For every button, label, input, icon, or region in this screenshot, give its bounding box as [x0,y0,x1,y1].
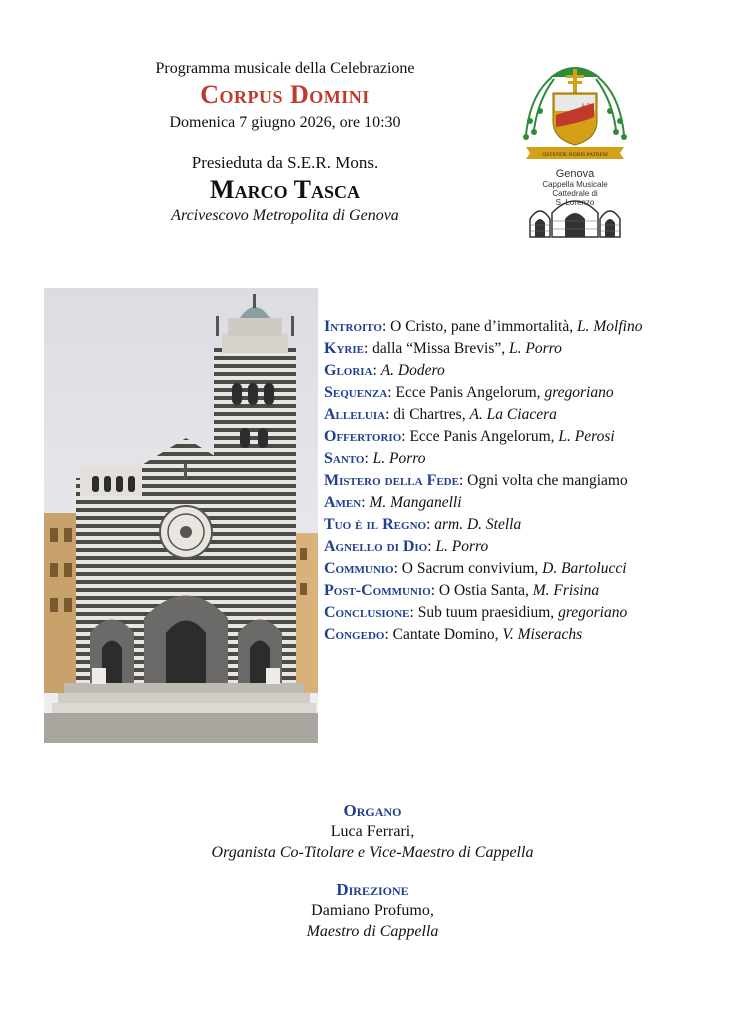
crest-choir-line3: S. Lorenzo [555,198,595,207]
crest-choir-line1: Cappella Musicale [542,180,608,189]
event-title: Corpus Domini [200,80,370,109]
celebrant-role: Arcivescovo Metropolita di Genova [171,207,399,224]
program-item-author: V. Miserachs [502,626,583,643]
program-item-label: Gloria [324,362,373,379]
program-item-author: A. Dodero [380,362,445,379]
program-item-label: Introito [324,318,382,335]
program-item-author: gregoriano [558,604,628,621]
credits [100,800,645,942]
program-item-author: L. Porro [509,340,562,357]
program-item: Communio: O Sacrum convivium, D. Bartolucci [324,560,627,577]
program-item-label: Sequenza [324,384,388,401]
celebrant-name: Marco Tasca [210,175,360,204]
program-item: Kyrie: dalla “Missa Brevis”, L. Porro [324,340,562,357]
program-item-author: L. Porro [435,538,489,555]
event-date: Domenica 7 giugno 2026, ore 10:30 [169,114,401,131]
program-item-label: Tuo è il Regno [324,516,427,533]
program-item-title: Ogni volta che mangiamo [467,472,628,489]
program-item: Gloria: A. Dodero [324,362,445,379]
program-item-label: Agnello di Dio [324,538,428,555]
program-item: Alleluia: di Chartres, A. La Ciacera [324,406,557,423]
presided-by: Presieduta da S.E.R. Mons. [191,153,379,172]
organ-label: Organo [343,801,402,820]
program-item-title: dalla “Missa Brevis”, [372,340,510,357]
program-item-label: Conclusione [324,604,410,621]
direction-role: Maestro di Cappella [306,923,439,940]
program-item-title: O Ostia Santa, [438,582,533,599]
crest-motto: OSTENDE NOBIS PATREM [542,152,608,158]
program-item-author: M. Frisina [532,582,600,599]
program-item: Conclusione: Sub tuum praesidium, gregoriano [324,604,628,621]
music-program [324,316,714,646]
program-item: Sequenza: Ecce Panis Angelorum, gregoriano [324,384,614,401]
cathedral-photo [44,288,318,743]
program-item-title: O Sacrum convivium, [401,560,543,577]
program-item-author: L. Porro [372,450,426,467]
program-item-author: A. La Ciacera [469,406,557,423]
organ-role: Organista Co-Titolare e Vice-Maestro di Cappella [211,844,534,861]
direction-label: Direzione [336,880,409,899]
program-item-title: O Cristo, pane d’immortalità, [390,318,577,335]
program-item-label: Kyrie [324,340,364,357]
choir-name [520,168,630,207]
crest-city: Genova [555,168,595,180]
program-item: Post-Communio: O Ostia Santa, M. Frisina [324,582,600,599]
program-item-label: Communio [324,560,394,577]
program-item-author: L. Perosi [558,428,615,445]
program-item: Introito: O Cristo, pane d’immortalità, L. Molfino [324,318,643,335]
program-item-label: Alleluia [324,406,386,423]
program-item-title: Ecce Panis Angelorum, [409,428,559,445]
program-item-label: Congedo [324,626,385,643]
program-intro: Programma musicale della Celebrazione [155,60,415,77]
program-item: Offertorio: Ecce Panis Angelorum, L. Perosi [324,428,615,445]
program-item-label: Post-Communio [324,582,431,599]
program-item-author: L. Molfino [577,318,643,335]
program-item-title: Sub tuum praesidium, [417,604,559,621]
program-item-author: gregoriano [544,384,614,401]
header [100,58,470,226]
program-item: Amen: M. Manganelli [324,494,462,511]
cathedral-choir-crest-icon [520,55,630,240]
shield-year: A.D. [581,104,593,110]
program-item: Mistero della Fede: Ogni volta che mangiamo [324,472,628,489]
program-item-title: di Chartres, [393,406,470,423]
organ-name: Luca Ferrari, [330,823,415,840]
program-item-title: Ecce Panis Angelorum, [395,384,545,401]
program-item: Santo: L. Porro [324,450,426,467]
program-item-label: Offertorio [324,428,402,445]
program-item: Agnello di Dio: L. Porro [324,538,489,555]
program-item-label: Santo [324,450,365,467]
program-item-title: Cantate Domino, [392,626,503,643]
program-item-author: arm. D. Stella [434,516,522,533]
program-item: Tuo è il Regno: arm. D. Stella [324,516,522,533]
program-item-author: M. Manganelli [369,494,462,511]
program-item: Congedo: Cantate Domino, V. Miserachs [324,626,583,643]
program-item-label: Amen [324,494,362,511]
direction-name: Damiano Profumo, [311,902,434,919]
crest-choir-line2: Cattedrale di [552,189,598,198]
program-item-author: D. Bartolucci [542,560,627,577]
program-item-label: Mistero della Fede [324,472,459,489]
